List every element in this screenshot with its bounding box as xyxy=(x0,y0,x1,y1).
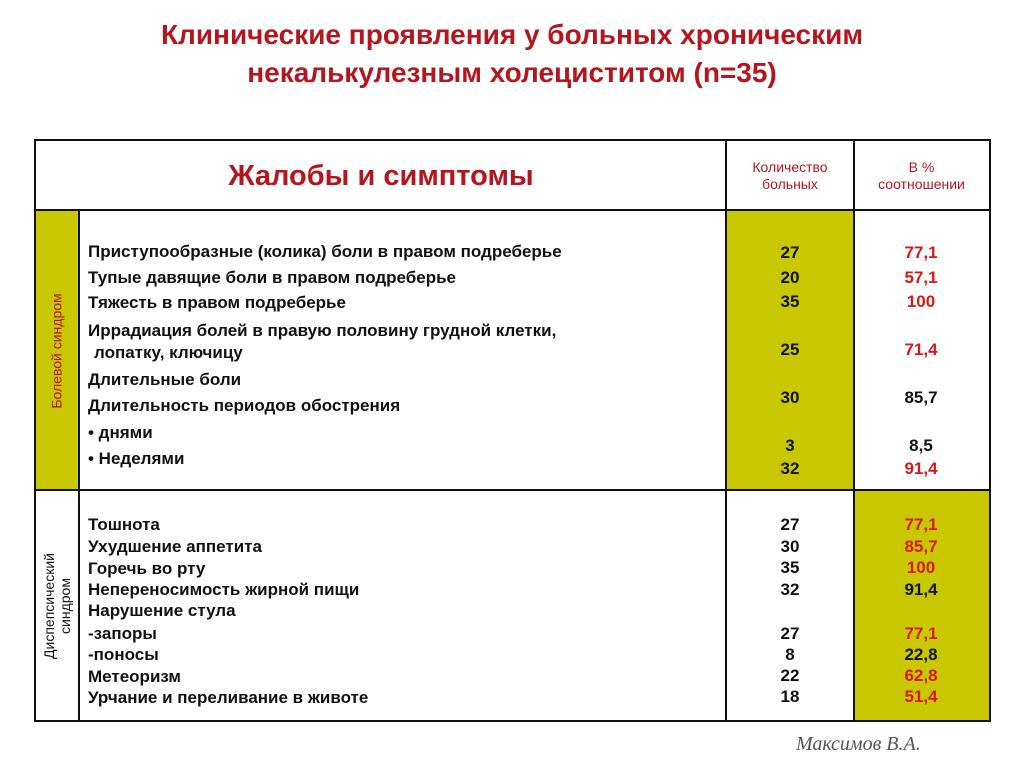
section-label-dyspepsia-text xyxy=(41,553,73,659)
header-complaints: Жалобы и симптомы xyxy=(228,159,534,192)
grid-line xyxy=(36,489,989,491)
percent-value: 91,4 xyxy=(904,580,938,599)
title-line-1: Клинические проявления у больных хроническим xyxy=(160,19,864,50)
count-value: 27 xyxy=(780,515,800,534)
count-value: 25 xyxy=(780,340,800,359)
count-value: 35 xyxy=(780,558,800,577)
title-line-2: некалькулезным холециститом (n=35) xyxy=(247,57,777,88)
section-label-dyspepsia xyxy=(36,491,78,720)
percent-value: 77,1 xyxy=(904,515,938,534)
count-value: 18 xyxy=(780,687,800,706)
section-label-dyspepsia-line1: Диспепсический xyxy=(41,552,58,659)
percent-value: 100 xyxy=(906,292,936,311)
symptom-text: Ухудшение аппетита xyxy=(88,537,262,556)
section-label-dyspepsia-line2: синдром xyxy=(57,577,74,634)
header-pct-line2: соотношении xyxy=(878,176,965,192)
percent-value: 8,5 xyxy=(909,436,933,455)
percent-value: 77,1 xyxy=(904,243,938,262)
grid-line xyxy=(725,141,727,720)
header-pct-line1: В % xyxy=(908,159,935,175)
count-value: 35 xyxy=(780,292,800,311)
count-value: 3 xyxy=(785,436,795,455)
count-value: 27 xyxy=(780,624,800,643)
percent-value: 77,1 xyxy=(904,624,938,643)
symptom-text: Иррадиация болей в правую половину грудной клетки, xyxy=(88,321,557,340)
count-value: 32 xyxy=(780,459,800,478)
section-label-pain xyxy=(36,211,78,490)
count-value: 32 xyxy=(780,580,800,599)
percent-value: 22,8 xyxy=(904,645,938,664)
symptom-text: -поносы xyxy=(88,645,159,664)
symptom-text: Горечь во рту xyxy=(88,559,206,578)
symptom-text: Длительные боли xyxy=(88,370,242,389)
percent-value: 51,4 xyxy=(904,687,938,706)
count-value: 30 xyxy=(780,537,800,556)
symptom-text: • днями xyxy=(88,423,153,442)
header-percent xyxy=(854,141,989,211)
header-count-line2: больных xyxy=(762,176,818,192)
symptom-text: -запоры xyxy=(88,624,157,643)
slide-title xyxy=(40,16,984,92)
symptom-text: Тяжесть в правом подреберье xyxy=(88,293,346,312)
symptom-text: Метеоризм xyxy=(88,667,181,686)
percent-value: 100 xyxy=(906,558,936,577)
percent-value: 91,4 xyxy=(904,459,938,478)
symptom-text: Тупые давящие боли в правом подреберье xyxy=(88,268,456,287)
header-count-line1: Количество xyxy=(752,159,828,175)
symptom-text: Длительность периодов обострения xyxy=(88,396,401,415)
symptom-text: • Неделями xyxy=(88,449,185,468)
percent-value: 57,1 xyxy=(904,268,938,287)
symptom-text: Урчание и переливание в животе xyxy=(88,688,369,707)
count-value: 27 xyxy=(780,243,800,262)
percent-value: 62,8 xyxy=(904,666,938,685)
count-value: 22 xyxy=(780,666,800,685)
symptom-text: Приступообразные (колика) боли в правом подреберье xyxy=(88,242,562,261)
symptoms-table xyxy=(34,139,991,722)
symptom-text: Нарушение стула xyxy=(88,601,236,620)
grid-line xyxy=(78,211,80,720)
author-signature: Максимов В.А. xyxy=(796,733,921,755)
percent-value: 85,7 xyxy=(904,388,938,407)
count-value: 20 xyxy=(780,268,800,287)
count-value: 30 xyxy=(780,388,800,407)
percent-value: 71,4 xyxy=(904,340,938,359)
symptom-text: Непереносимость жирной пищи xyxy=(88,580,360,599)
symptom-text: лопатку, ключицу xyxy=(94,343,243,362)
section-label-pain-text: Болевой синдром xyxy=(49,292,66,409)
count-value: 8 xyxy=(785,645,795,664)
percent-value: 85,7 xyxy=(904,537,938,556)
symptom-text: Тошнота xyxy=(88,515,160,534)
header-count xyxy=(726,141,854,211)
